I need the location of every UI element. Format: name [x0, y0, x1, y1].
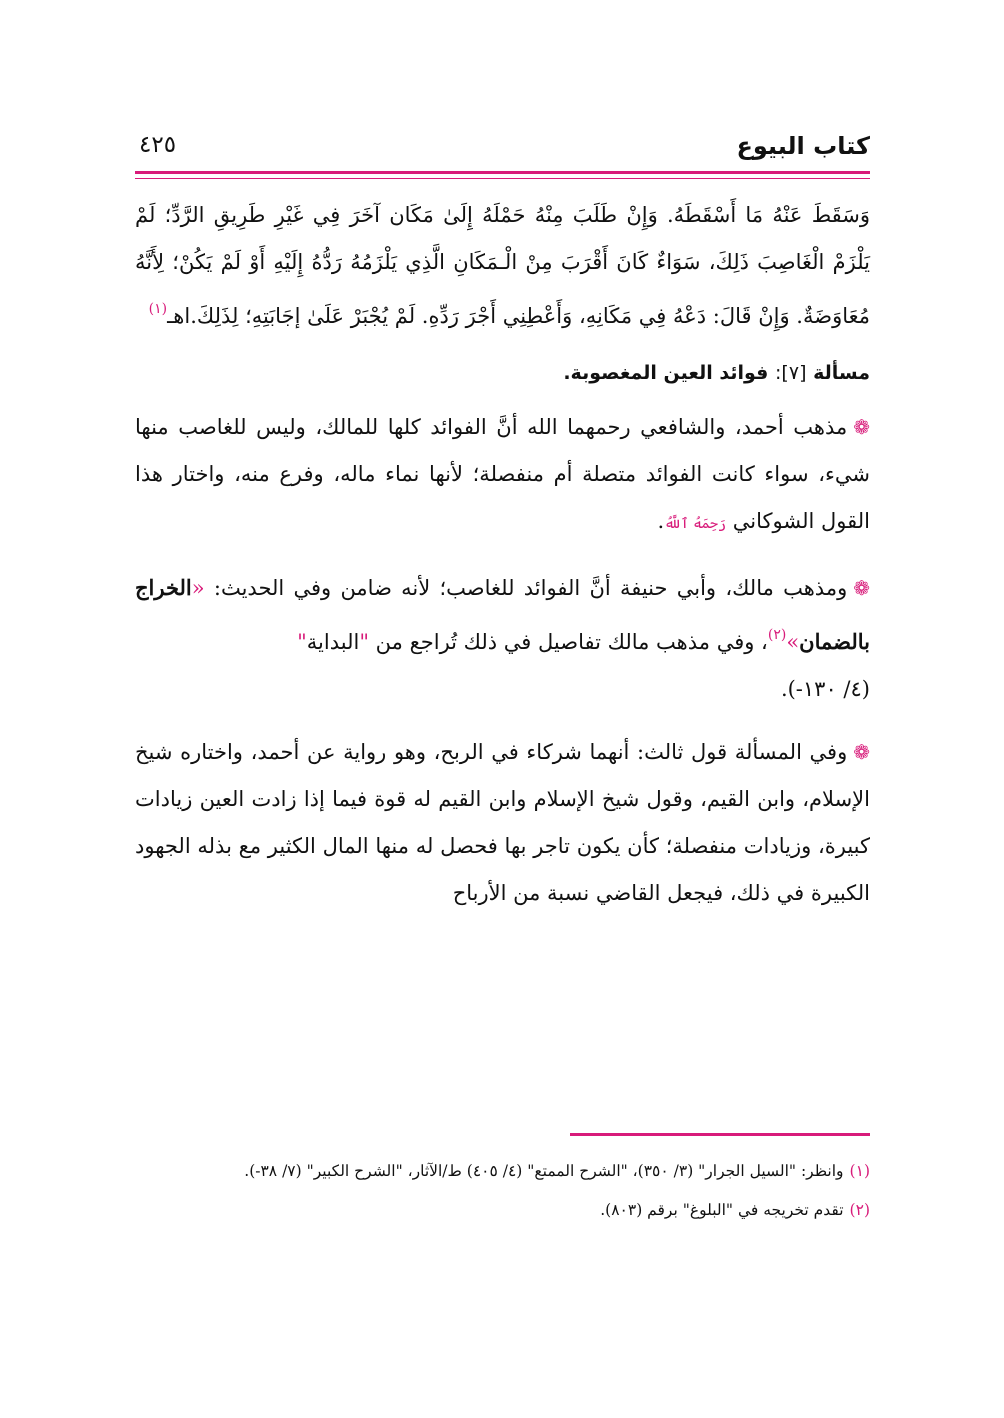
footnote-1-text: وانظر: "السيل الجرار" (٣/ ٣٥٠)، "الشرح الممتع" (٤/ ٤٠٥) ط/الآثار، "الشرح الكبير" (٧/ ٣٨-). — [244, 1162, 844, 1180]
quote-close-mark: » — [786, 630, 800, 654]
footnote-2 — [135, 1195, 870, 1226]
footnote-2-number: (٢) — [849, 1201, 870, 1219]
issue-title: فوائد العين المغصوبة. — [563, 362, 769, 384]
paragraph-2-text-b: ، وفي مذهب مالك تفاصيل في ذلك تُراجع من — [375, 630, 768, 654]
issue-heading — [135, 358, 870, 388]
paragraph-2-text-c: (٤/ ١٣٠-). — [780, 677, 870, 701]
hadith-quote: الخراج بالضمان — [135, 575, 870, 654]
rosette-bullet-icon: ❁ — [853, 740, 870, 764]
footnote-rule — [570, 1133, 870, 1136]
book-page — [135, 0, 870, 1418]
paragraph-1 — [135, 404, 870, 548]
footnotes — [135, 1156, 870, 1234]
issue-number: [٧]: — [775, 362, 807, 384]
page-header — [135, 130, 870, 170]
paragraph-1-text: مذهب أحمد، والشافعي رحمهما الله أنَّ الفوائد كلها للمالك، وليس للغاصب منها شيء، سواء كانت الفوائد متصلة أم منفصلة؛ لأنها نماء ماله، وفرع منه، واختار هذا القول الشوكاني — [135, 415, 870, 533]
paragraph-1-end: . — [657, 509, 665, 533]
book-quote-close: " — [297, 630, 307, 654]
honorific-glyph: رَحِمَهُ ٱللَّهُ — [664, 516, 727, 532]
book-quote-open: " — [359, 630, 369, 654]
header-rule-thick — [135, 171, 870, 174]
quote-open-mark: « — [191, 576, 205, 600]
footnote-ref-1[interactable]: (١) — [148, 301, 168, 317]
paragraph-3 — [135, 729, 870, 917]
footnote-ref-2[interactable]: (٢) — [767, 627, 787, 643]
rosette-bullet-icon: ❁ — [853, 415, 870, 439]
paragraph-2-text-a: ومذهب مالك، وأبي حنيفة أنَّ الفوائد للغاصب؛ لأنه ضامن وفي الحديث: — [213, 576, 848, 600]
rosette-bullet-icon: ❁ — [853, 576, 870, 600]
book-title: البداية — [306, 630, 360, 654]
paragraph-2 — [135, 564, 870, 713]
footnote-1 — [135, 1156, 870, 1187]
main-text — [135, 192, 870, 917]
intro-text: وَسَقَطَ عَنْهُ مَا أَسْقَطَهُ. وَإِنْ طَلَبَ مِنْهُ حَمْلَهُ إِلَىٰ مَكَان آخَرَ فِي غَيْرِ طَرِيقِ الرَّدِّ؛ لَمْ يَلْزَمْ الْغَاصِبَ ذَلِكَ، سَوَاءٌ كَانَ أَقْرَبَ مِنْ الْـمَكَانِ الَّذِي يَلْزَمُهُ رَدُّهُ إِلَيْهِ أَوْ لَمْ يَكُنْ؛ لِأَنَّهُ مُعَاوَضَةٌ. وَإِنْ قَالَ: دَعْهُ فِي مَكَانِهِ، وَأَعْطِنِي أَجْرَ رَدِّهِ. لَمْ يُجْبَرْ عَلَىٰ إجَابَتِهِ؛ لِذَلِكَ.اهـ — [135, 203, 870, 328]
footnote-1-number: (١) — [849, 1162, 870, 1180]
chapter-title: كتاب البيوع — [736, 132, 870, 160]
issue-label: مسألة — [813, 362, 870, 384]
paragraph-3-text: وفي المسألة قول ثالث: أنهما شركاء في الربح، وهو رواية عن أحمد، واختاره شيخ الإسلام، وابن القيم، وقول شيخ الإسلام وابن القيم له قوة فيما إذا زادت العين زيادات كبيرة، وزيادات منفصلة؛ كأن يكون تاجر بها فحصل له منها المال الكثير مع بذله الجهود الكبيرة في ذلك، فيجعل القاضي نسبة من الأرباح — [135, 740, 870, 905]
page-number: ٤٢٥ — [139, 132, 177, 158]
intro-paragraph — [135, 192, 870, 340]
footnote-2-text: تقدم تخريجه في "البلوغ" برقم (٨٠٣). — [600, 1201, 844, 1219]
header-rule-thin — [135, 178, 870, 179]
